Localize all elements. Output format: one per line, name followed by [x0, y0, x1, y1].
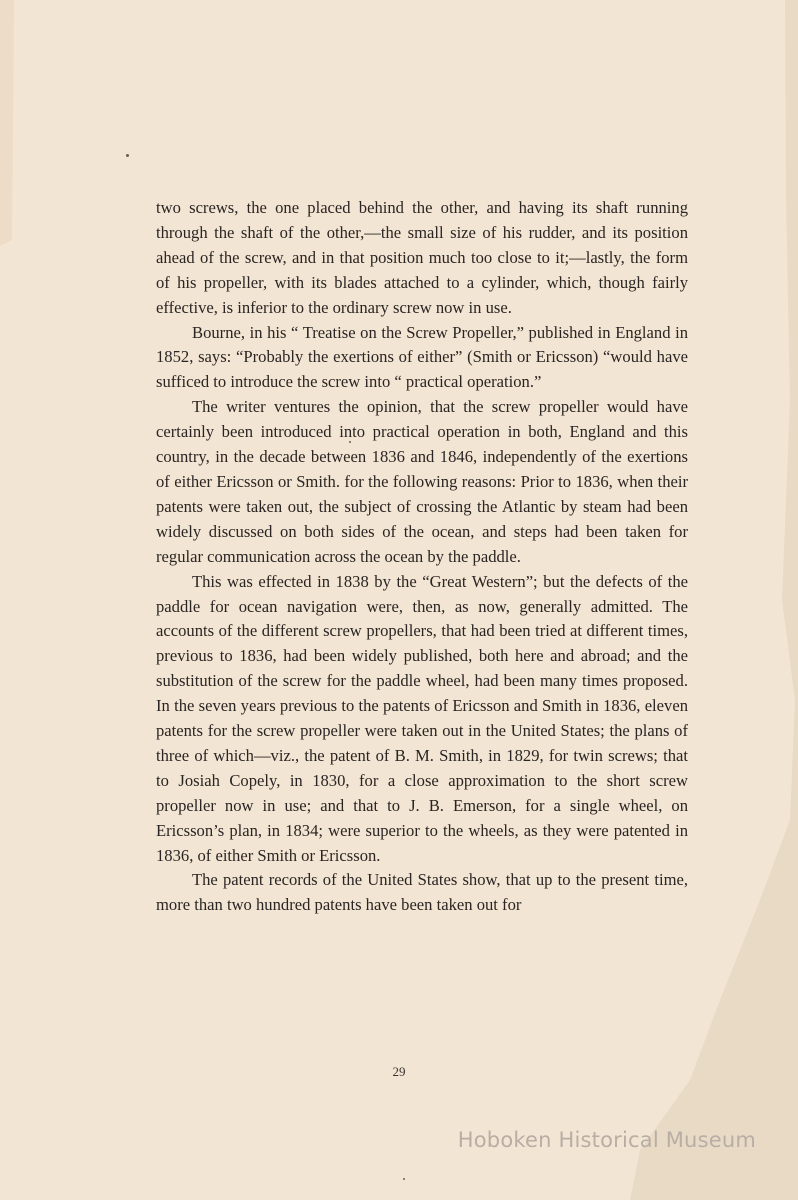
paragraph: The patent records of the United States show, that up to the present time, more than two hundred patents have been taken out for	[156, 870, 688, 915]
paragraph: The writer ventures the opinion, that the screw propeller would have certainly been introduced into practical operation in both, England and this country, in the decade between 1836 and 1846, independently of the exertions of either Ericsson or Smith. for the following reasons: Prior to 1836, when their patents were taken out, the subject of crossing the Atlantic by steam had been widely discussed on both sides of the ocean, and steps had been taken for regular communication across the ocean by the paddle.	[156, 397, 688, 566]
paper-speck	[126, 154, 129, 157]
watermark: Hoboken Historical Museum	[457, 1128, 756, 1152]
paragraph: This was effected in 1838 by the “Great Western”; but the defects of the paddle for ocean navigation were, then, as now, generally admitted. The accounts of the different screw propellers, that had been tried at different times, previous to 1836, had been widely published, both here and abroad; and the substitution of the screw for the paddle wheel, had been many times proposed. In the seven years previous to the patents of Ericsson and Smith in 1836, eleven patents for the screw propeller were taken out in the United States; the plans of three of which—viz., the patent of B. M. Smith, in 1829, for twin screws; that to Josiah Copely, in 1830, for a close approximation to the short screw propeller now in use; and that to J. B. Emerson, for a single wheel, on Ericsson’s plan, in 1834; were superior to the wheels, as they were patented in 1836, of either Smith or Ericsson.	[156, 571, 688, 865]
body-text	[156, 196, 688, 918]
paper-speck	[403, 1178, 405, 1180]
paragraph: two screws, the one placed behind the other, and having its shaft running through the shaft of the other,—the small size of his rudder, and its position ahead of the screw, and in that position much too close to it;—lastly, the form of his propeller, with its blades attached to a cylinder, which, though fairly effective, is inferior to the ordinary screw now in use.	[156, 198, 688, 317]
page-number: 29	[392, 1064, 406, 1079]
paragraph: Bourne, in his “ Treatise on the Screw Propeller,” published in England in 1852, says: “Probably the exertions of either” (Smith or Ericsson) “would have sufficed to introduce the screw into “ practical operation.”	[156, 322, 688, 392]
